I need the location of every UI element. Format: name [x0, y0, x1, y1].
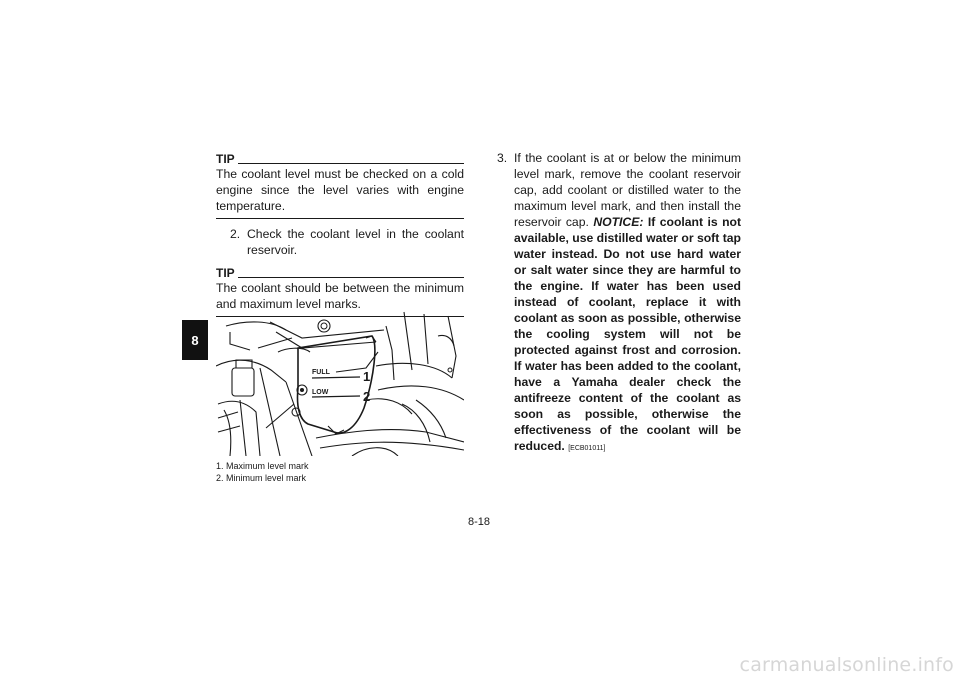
chapter-tab: 8: [182, 320, 208, 360]
coolant-reservoir-illustration: [216, 308, 464, 456]
step-2-number: 2.: [230, 227, 241, 241]
tip-coolant-between-marks: The coolant should be between the minimum and maximum level marks.: [216, 281, 464, 311]
max-level-leader-line: [312, 377, 360, 378]
tip-heading: [216, 266, 464, 280]
tip-heading: [216, 152, 464, 166]
low-mark-label: LOW: [312, 389, 329, 396]
min-level-leader-line: [312, 396, 360, 397]
notice-label: NOTICE:: [593, 215, 644, 229]
tip-coolant-cold-engine: The coolant level must be checked on a cold engine since the level varies with engine temperature.: [216, 167, 464, 213]
callout-1: 1: [363, 369, 371, 384]
step-2: [230, 226, 464, 258]
callout-2: 2: [363, 389, 371, 404]
step-3-body: [514, 150, 741, 457]
step-3-number: 3.: [497, 151, 508, 165]
tip-heading-rule: [238, 277, 464, 278]
caption-minimum-level-mark: 2. Minimum level mark: [216, 473, 307, 483]
notice-text: If coolant is not available, use distilled water or soft tap water instead. Do not use hard water or salt water since they are harmful to the engine. If water has been used instead of coolant, replace it with coolant as soon as possible, otherwise the cooling system will not be protected against frost and corrosion. If water has been added to the coolant, have a Yamaha dealer check the antifreeze content of the coolant as soon as possible, otherwise the effectiveness of the coolant will be reduced.: [514, 215, 742, 453]
caption-maximum-level-mark: 1. Maximum level mark: [216, 461, 309, 471]
step-3-text: If the coolant is at or below the minimum level mark, remove the coolant reservoir cap, add coolant or distilled water to the maximum level mark, and then install the reservoir cap.: [514, 151, 741, 229]
full-mark-label: FULL: [312, 369, 330, 376]
watermark: carmanualsonline.info: [739, 654, 954, 676]
right-column: [497, 150, 741, 457]
figure-captions: [216, 460, 464, 484]
tip-heading-rule: [238, 163, 464, 164]
notice-code: [ECB01011]: [568, 445, 606, 452]
coolant-reservoir-drawing: [216, 308, 464, 456]
tip-heading-label: TIP: [216, 152, 235, 166]
step-3: [497, 150, 741, 457]
tip-end-rule: [216, 218, 464, 219]
left-column: [216, 152, 464, 317]
tip-heading-label: TIP: [216, 266, 235, 280]
page-number: 8-18: [468, 516, 491, 528]
step-2-text: Check the coolant level in the coolant reservoir.: [247, 227, 464, 257]
